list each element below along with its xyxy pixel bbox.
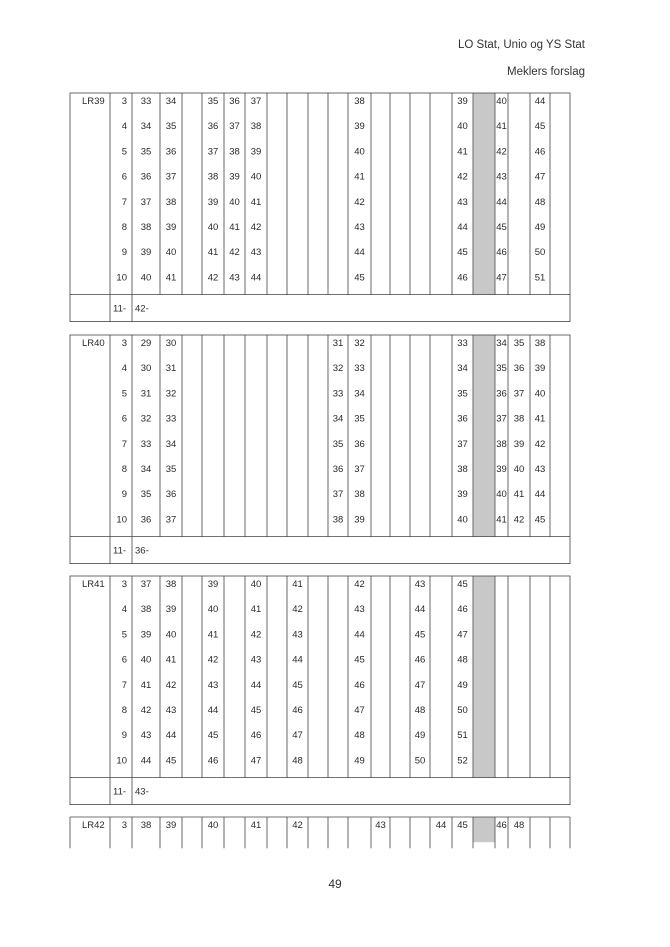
table-cell: 42 bbox=[513, 514, 525, 526]
lr-table-lr39 bbox=[70, 93, 570, 322]
table-cell: 46 bbox=[457, 272, 468, 284]
table-cell: 39 bbox=[140, 247, 152, 259]
table-cell: 33 bbox=[165, 413, 177, 425]
table-cell: 32 bbox=[140, 413, 152, 425]
table-cell: 43 bbox=[354, 222, 365, 233]
table-cell: 46 bbox=[457, 604, 468, 616]
table-cell: 42 bbox=[292, 604, 303, 616]
table-cell: 39 bbox=[354, 121, 365, 133]
table-cell: 42 bbox=[534, 438, 546, 450]
table-cell: 35 bbox=[140, 489, 152, 501]
table-cell: 44 bbox=[250, 679, 262, 691]
table-cell: 42 bbox=[207, 272, 219, 284]
table-cell: 5 bbox=[121, 629, 127, 641]
table-cell: 40 bbox=[165, 629, 177, 641]
table-cell: 39 bbox=[250, 146, 262, 158]
table-cell: 42 bbox=[250, 629, 262, 641]
table-cell: 40 bbox=[513, 464, 525, 475]
table-cell: 29 bbox=[140, 338, 152, 349]
table-cell: 42 bbox=[496, 146, 507, 158]
table-cell: 38 bbox=[165, 196, 177, 208]
table-cell: 34 bbox=[354, 388, 365, 400]
table-cell: 45 bbox=[534, 514, 546, 526]
table-cell: 40 bbox=[229, 196, 240, 208]
table-cell: 41 bbox=[229, 222, 240, 233]
table-cell: 36 bbox=[165, 489, 177, 501]
table-cell: 47 bbox=[496, 272, 507, 284]
table-cell: 35 bbox=[457, 388, 468, 400]
table-cell: 43 bbox=[165, 705, 177, 716]
table-cell: 48 bbox=[513, 820, 525, 831]
table-cell: 30 bbox=[165, 338, 177, 349]
table-cell: 51 bbox=[457, 730, 468, 742]
table-cell: 42 bbox=[354, 196, 365, 208]
document-header-subtitle: Meklers forslag bbox=[507, 66, 585, 78]
page-number: 49 bbox=[328, 877, 342, 891]
table-cell: 37 bbox=[140, 579, 152, 590]
table-cell: 33 bbox=[140, 438, 152, 450]
table-cell: 46 bbox=[250, 730, 262, 742]
table-cell: 3 bbox=[121, 579, 127, 590]
table-cell: 41 bbox=[250, 196, 262, 208]
table-label: LR42 bbox=[82, 820, 105, 831]
table-cell: 40 bbox=[457, 514, 468, 526]
table-cell: 4 bbox=[121, 121, 127, 133]
table-cell: 40 bbox=[250, 579, 262, 590]
table-cell: 48 bbox=[292, 755, 303, 767]
table-cell: 40 bbox=[207, 604, 219, 616]
table-cell: 49 bbox=[534, 222, 546, 233]
table-cell: 49 bbox=[457, 679, 468, 691]
table-cell: 40 bbox=[250, 171, 262, 183]
table-cell: 41 bbox=[513, 489, 525, 501]
table-cell: 35 bbox=[332, 438, 344, 450]
table-cell: 43 bbox=[250, 654, 262, 666]
table-cell: 40 bbox=[496, 489, 507, 501]
table-label: LR40 bbox=[82, 338, 105, 349]
table-cell: 42 bbox=[354, 579, 365, 590]
table-cell: 8 bbox=[121, 222, 127, 233]
table-cell: 43 bbox=[292, 629, 303, 641]
table-cell: 45 bbox=[457, 820, 468, 831]
table-cell: 35 bbox=[513, 338, 525, 349]
table-cell: 34 bbox=[165, 438, 177, 450]
table-cell: 46 bbox=[534, 146, 546, 158]
table-cell: 7 bbox=[121, 196, 127, 208]
table-cell: 39 bbox=[140, 629, 152, 641]
table-cell: 36 bbox=[140, 171, 152, 183]
footer-cell: 11- bbox=[113, 545, 127, 557]
table-cell: 3 bbox=[121, 338, 127, 349]
table-cell: 5 bbox=[121, 146, 127, 158]
table-cell: 42 bbox=[207, 654, 219, 666]
table-cell: 43 bbox=[140, 730, 152, 742]
shaded-column bbox=[474, 817, 495, 842]
table-cell: 40 bbox=[457, 121, 468, 133]
table-cell: 8 bbox=[121, 464, 127, 475]
table-cell: 44 bbox=[435, 820, 447, 831]
table-cell: 33 bbox=[332, 388, 344, 400]
table-cell: 41 bbox=[250, 604, 262, 616]
table-cell: 43 bbox=[414, 579, 426, 590]
table-cell: 36 bbox=[207, 121, 219, 133]
table-cell: 47 bbox=[534, 171, 546, 183]
shaded-column bbox=[474, 93, 495, 295]
table-cell: 39 bbox=[207, 579, 219, 590]
table-cell: 39 bbox=[229, 171, 240, 183]
table-cell: 45 bbox=[250, 705, 262, 716]
table-cell: 38 bbox=[207, 171, 219, 183]
table-cell: 47 bbox=[250, 755, 262, 767]
table-cell: 48 bbox=[354, 730, 365, 742]
table-cell: 41 bbox=[534, 413, 546, 425]
table-cell: 40 bbox=[140, 654, 152, 666]
table-cell: 36 bbox=[513, 363, 525, 375]
table-cell: 41 bbox=[496, 121, 507, 133]
table-cell: 38 bbox=[354, 489, 365, 501]
table-cell: 43 bbox=[229, 272, 240, 284]
table-cell: 44 bbox=[457, 222, 468, 233]
table-cell: 42 bbox=[229, 247, 240, 259]
table-cell: 47 bbox=[414, 679, 426, 691]
table-cell: 38 bbox=[496, 438, 507, 450]
table-cell: 37 bbox=[165, 171, 177, 183]
table-cell: 38 bbox=[354, 96, 365, 107]
table-cell: 45 bbox=[292, 679, 303, 691]
footer-cell: 11- bbox=[113, 786, 127, 798]
table-cell: 36 bbox=[354, 438, 365, 450]
table-cell: 47 bbox=[457, 629, 468, 641]
table-cell: 37 bbox=[354, 464, 365, 475]
table-cell: 40 bbox=[534, 388, 546, 400]
table-cell: 44 bbox=[250, 272, 262, 284]
table-cell: 37 bbox=[207, 146, 219, 158]
table-cell: 39 bbox=[534, 363, 546, 375]
table-cell: 33 bbox=[457, 338, 468, 349]
table-label: LR41 bbox=[82, 579, 105, 590]
table-cell: 39 bbox=[513, 438, 525, 450]
table-cell: 38 bbox=[332, 514, 344, 526]
table-cell: 39 bbox=[457, 489, 468, 501]
table-cell: 37 bbox=[165, 514, 177, 526]
table-cell: 43 bbox=[250, 247, 262, 259]
table-cell: 37 bbox=[496, 413, 507, 425]
table-cell: 42 bbox=[140, 705, 152, 716]
table-cell: 41 bbox=[354, 171, 365, 183]
table-cell: 36 bbox=[332, 464, 344, 475]
table-cell: 3 bbox=[121, 820, 127, 831]
lr-table-lr40 bbox=[70, 335, 570, 564]
table-cell: 39 bbox=[496, 464, 507, 475]
table-cell: 40 bbox=[207, 820, 219, 831]
table-cell: 31 bbox=[165, 363, 177, 375]
table-cell: 44 bbox=[165, 730, 177, 742]
table-cell: 43 bbox=[534, 464, 546, 475]
footer-cell: 42- bbox=[135, 303, 149, 315]
table-cell: 44 bbox=[534, 96, 546, 107]
table-cell: 45 bbox=[354, 272, 365, 284]
table-cell: 46 bbox=[496, 247, 507, 259]
table-cell: 34 bbox=[140, 464, 152, 475]
table-cell: 42 bbox=[165, 679, 177, 691]
table-cell: 38 bbox=[140, 222, 152, 233]
table-cell: 33 bbox=[354, 363, 365, 375]
table-cell: 38 bbox=[140, 604, 152, 616]
table-cell: 37 bbox=[229, 121, 240, 133]
table-cell: 44 bbox=[414, 604, 426, 616]
table-cell: 42 bbox=[457, 171, 468, 183]
table-cell: 37 bbox=[513, 388, 525, 400]
table-cell: 34 bbox=[457, 363, 468, 375]
table-cell: 41 bbox=[496, 514, 507, 526]
table-cell: 48 bbox=[457, 654, 468, 666]
table-cell: 7 bbox=[121, 438, 127, 450]
table-cell: 35 bbox=[165, 121, 177, 133]
table-cell: 44 bbox=[140, 755, 152, 767]
table-cell: 45 bbox=[354, 654, 365, 666]
table-cell: 42 bbox=[292, 820, 303, 831]
table-cell: 10 bbox=[116, 514, 127, 526]
table-cell: 39 bbox=[207, 196, 219, 208]
table-cell: 9 bbox=[121, 730, 127, 742]
table-cell: 39 bbox=[165, 820, 177, 831]
table-cell: 32 bbox=[354, 338, 365, 349]
table-cell: 3 bbox=[121, 96, 127, 107]
table-cell: 48 bbox=[534, 196, 546, 208]
table-cell: 47 bbox=[292, 730, 303, 742]
table-cell: 41 bbox=[140, 679, 152, 691]
table-cell: 50 bbox=[414, 755, 426, 767]
table-cell: 35 bbox=[140, 146, 152, 158]
table-cell: 30 bbox=[140, 363, 152, 375]
table-cell: 7 bbox=[121, 679, 127, 691]
table-cell: 43 bbox=[207, 679, 219, 691]
table-cell: 49 bbox=[354, 755, 365, 767]
lr-table-lr41 bbox=[70, 576, 570, 805]
table-cell: 46 bbox=[354, 679, 365, 691]
table-cell: 4 bbox=[121, 363, 127, 375]
shaded-column bbox=[474, 335, 495, 537]
table-cell: 9 bbox=[121, 489, 127, 501]
table-cell: 32 bbox=[332, 363, 344, 375]
shaded-column bbox=[474, 576, 495, 778]
table-cell: 31 bbox=[332, 338, 344, 349]
table-cell: 35 bbox=[496, 363, 507, 375]
table-cell: 44 bbox=[354, 629, 365, 641]
table-cell: 43 bbox=[496, 171, 507, 183]
table-cell: 46 bbox=[292, 705, 303, 716]
table-cell: 44 bbox=[292, 654, 303, 666]
table-cell: 49 bbox=[414, 730, 426, 742]
table-cell: 37 bbox=[250, 96, 262, 107]
table-cell: 44 bbox=[534, 489, 546, 501]
table-cell: 45 bbox=[207, 730, 219, 742]
table-cell: 33 bbox=[140, 96, 152, 107]
table-cell: 42 bbox=[250, 222, 262, 233]
table-cell: 37 bbox=[457, 438, 468, 450]
footer-cell: 36- bbox=[135, 545, 149, 557]
table-cell: 5 bbox=[121, 388, 127, 400]
table-cell: 34 bbox=[496, 338, 507, 349]
table-cell: 36 bbox=[165, 146, 177, 158]
table-cell: 40 bbox=[165, 247, 177, 259]
table-cell: 45 bbox=[457, 247, 468, 259]
table-cell: 45 bbox=[534, 121, 546, 133]
table-cell: 37 bbox=[332, 489, 344, 501]
table-cell: 41 bbox=[207, 247, 219, 259]
table-label: LR39 bbox=[82, 96, 105, 107]
table-cell: 36 bbox=[229, 96, 240, 107]
table-cell: 38 bbox=[513, 413, 525, 425]
table-cell: 43 bbox=[457, 196, 468, 208]
table-cell: 36 bbox=[457, 413, 468, 425]
table-cell: 41 bbox=[207, 629, 219, 641]
table-cell: 35 bbox=[165, 464, 177, 475]
table-cell: 47 bbox=[354, 705, 365, 716]
table-cell: 44 bbox=[354, 247, 365, 259]
table-cell: 10 bbox=[116, 755, 127, 767]
table-cell: 4 bbox=[121, 604, 127, 616]
table-cell: 51 bbox=[534, 272, 546, 284]
table-cell: 38 bbox=[140, 820, 152, 831]
table-cell: 9 bbox=[121, 247, 127, 259]
table-cell: 35 bbox=[207, 96, 219, 107]
table-cell: 32 bbox=[165, 388, 177, 400]
table-cell: 45 bbox=[457, 579, 468, 590]
table-cell: 46 bbox=[207, 755, 219, 767]
table-cell: 36 bbox=[496, 388, 507, 400]
table-cell: 45 bbox=[165, 755, 177, 767]
table-cell: 50 bbox=[457, 705, 468, 716]
table-cell: 41 bbox=[457, 146, 468, 158]
document-header-title: LO Stat, Unio og YS Stat bbox=[458, 39, 585, 51]
table-cell: 39 bbox=[165, 222, 177, 233]
table-cell: 46 bbox=[496, 820, 507, 831]
table-cell: 50 bbox=[534, 247, 546, 259]
footer-cell: 43- bbox=[135, 786, 149, 798]
table-cell: 37 bbox=[140, 196, 152, 208]
table-cell: 36 bbox=[140, 514, 152, 526]
table-cell: 39 bbox=[354, 514, 365, 526]
table-cell: 6 bbox=[121, 413, 127, 425]
table-cell: 6 bbox=[121, 654, 127, 666]
table-cell: 34 bbox=[140, 121, 152, 133]
lr-table-lr42 bbox=[70, 817, 570, 848]
footer-cell: 11- bbox=[113, 303, 127, 315]
table-cell: 40 bbox=[496, 96, 507, 107]
table-cell: 34 bbox=[165, 96, 177, 107]
table-cell: 46 bbox=[414, 654, 426, 666]
table-cell: 34 bbox=[332, 413, 344, 425]
table-cell: 40 bbox=[140, 272, 152, 284]
table-cell: 45 bbox=[414, 629, 426, 641]
table-cell: 38 bbox=[534, 338, 546, 349]
table-cell: 35 bbox=[354, 413, 365, 425]
table-cell: 44 bbox=[207, 705, 219, 716]
table-cell: 45 bbox=[496, 222, 507, 233]
table-cell: 44 bbox=[496, 196, 507, 208]
table-cell: 8 bbox=[121, 705, 127, 716]
table-cell: 38 bbox=[165, 579, 177, 590]
table-cell: 41 bbox=[292, 579, 303, 590]
table-cell: 38 bbox=[457, 464, 468, 475]
table-cell: 40 bbox=[354, 146, 365, 158]
table-cell: 43 bbox=[375, 820, 386, 831]
table-cell: 41 bbox=[165, 272, 177, 284]
table-cell: 10 bbox=[116, 272, 127, 284]
table-cell: 48 bbox=[414, 705, 426, 716]
table-cell: 6 bbox=[121, 171, 127, 183]
table-cell: 38 bbox=[229, 146, 240, 158]
table-cell: 31 bbox=[140, 388, 152, 400]
table-cell: 52 bbox=[457, 755, 468, 767]
table-cell: 41 bbox=[250, 820, 262, 831]
table-cell: 40 bbox=[207, 222, 219, 233]
table-cell: 39 bbox=[457, 96, 468, 107]
table-cell: 41 bbox=[165, 654, 177, 666]
table-cell: 38 bbox=[250, 121, 262, 133]
table-cell: 39 bbox=[165, 604, 177, 616]
table-cell: 43 bbox=[354, 604, 365, 616]
